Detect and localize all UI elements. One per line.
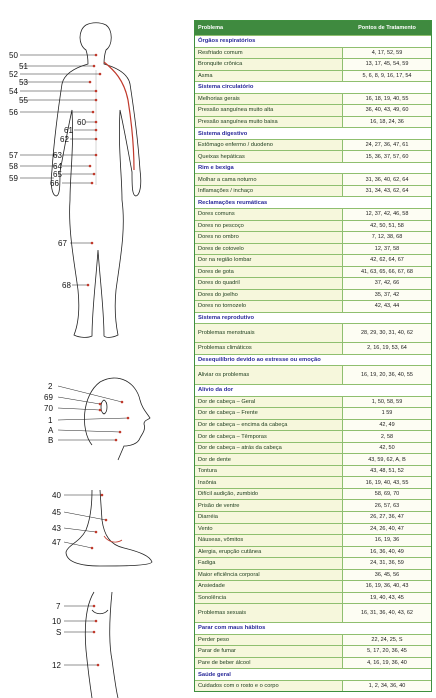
point-label: 10 (52, 617, 61, 626)
points-cell: 26, 57, 63 (343, 500, 431, 511)
points-cell: 12, 37, 42, 46, 58 (343, 209, 431, 220)
problem-cell: Pare de beber álcool (195, 658, 343, 669)
problem-cell: Problemas climáticos (195, 343, 343, 354)
treatment-table (194, 20, 432, 692)
points-cell: 16, 19, 36, 40, 43 (343, 581, 431, 592)
problem-cell: Dores do joelho (195, 290, 343, 301)
section-title: Alívio da dor (195, 384, 431, 396)
table-row (195, 289, 431, 301)
table-row (195, 116, 431, 128)
head-points (99, 401, 130, 442)
head-labels (44, 382, 54, 445)
points-cell: 31, 36, 40, 62, 64 (343, 174, 431, 185)
points-cell: 42, 50 (343, 443, 431, 454)
table-row (195, 592, 431, 604)
section-title: Desequilíbrio devido ao estresse ou emoção (195, 354, 431, 366)
back-points (87, 54, 102, 287)
point-label: 53 (19, 78, 28, 87)
table-body (195, 35, 431, 691)
problem-cell: Problemas sexuais (195, 604, 343, 622)
problem-cell: Dor de cabeça – encima da cabeça (195, 420, 343, 431)
points-cell: 1 59 (343, 408, 431, 419)
problem-cell: Cuidados com o rosto e o corpo (195, 681, 343, 692)
problem-cell: Dores do quadril (195, 278, 343, 289)
problem-cell: Dor de cabeça – atrás da cabeça (195, 443, 343, 454)
foot-points (91, 494, 108, 550)
point-label: 62 (60, 135, 69, 144)
table-row (195, 139, 431, 151)
points-cell: 19, 40, 43, 45 (343, 593, 431, 604)
problem-cell: Dor de dente (195, 454, 343, 465)
point-label: 55 (19, 96, 28, 105)
table-row (195, 569, 431, 581)
point-label: 2 (48, 382, 53, 391)
problem-cell: Pressão sanguínea muito alta (195, 105, 343, 116)
points-cell: 4, 16, 19, 36, 40 (343, 658, 431, 669)
points-cell: 35, 37, 42 (343, 290, 431, 301)
problem-cell: Vento (195, 524, 343, 535)
point-label: 66 (50, 179, 59, 188)
table-row (195, 266, 431, 278)
point-label: 58 (9, 162, 18, 171)
meridian-line (104, 62, 134, 170)
section-title: Reclamações reumáticas (195, 196, 431, 208)
table-row (195, 442, 431, 454)
points-cell: 24, 26, 40, 47 (343, 524, 431, 535)
problem-cell: Dores no ombro (195, 232, 343, 243)
problem-cell: Prisão de ventre (195, 500, 343, 511)
table-row (195, 58, 431, 70)
point-label: 54 (9, 87, 18, 96)
point-label: 68 (62, 281, 71, 290)
problem-cell: Dores de gota (195, 267, 343, 278)
table-row (195, 243, 431, 255)
section-title: Órgãos respiratórios (195, 35, 431, 47)
section-title: Sistema reprodutivo (195, 312, 431, 324)
points-cell: 16, 19, 36 (343, 535, 431, 546)
header-points: Pontos de Tratamento (358, 25, 416, 31)
section-title: Rim e bexiga (195, 162, 431, 174)
points-cell: 1, 50, 58, 59 (343, 397, 431, 408)
header-problem: Problema (198, 25, 224, 31)
points-cell: 16, 18, 19, 40, 55 (343, 94, 431, 105)
point-label: 52 (9, 70, 18, 79)
table-row (195, 523, 431, 535)
back-labels (9, 51, 86, 290)
points-cell: 42, 62, 64, 67 (343, 255, 431, 266)
points-cell: 2, 58 (343, 431, 431, 442)
table-row (195, 419, 431, 431)
point-label: 40 (52, 491, 61, 500)
points-cell: 42, 49 (343, 420, 431, 431)
points-cell: 43, 48, 51, 52 (343, 466, 431, 477)
problem-cell: Dores no tornozelo (195, 301, 343, 312)
point-label: 56 (9, 108, 18, 117)
problem-cell: Parar de fumar (195, 646, 343, 657)
problem-cell: Dores comuns (195, 209, 343, 220)
table-row (195, 231, 431, 243)
table-row (195, 300, 431, 312)
problem-cell: Maior eficiência corporal (195, 570, 343, 581)
points-cell: 16, 19, 40, 43, 55 (343, 477, 431, 488)
problem-cell: Pressão sanguínea muito baixa (195, 117, 343, 128)
section-title: Sistema circulatório (195, 81, 431, 93)
point-label: 51 (19, 62, 28, 71)
table-row (195, 396, 431, 408)
problem-cell: Aliviar os problemas (195, 366, 343, 384)
problem-cell: Estômago enfermo / duodeno (195, 140, 343, 151)
points-cell: 13, 17, 45, 54, 59 (343, 59, 431, 70)
table-row (195, 277, 431, 289)
problem-cell: Perder peso (195, 635, 343, 646)
points-cell: 42, 43, 44 (343, 301, 431, 312)
problem-cell: Dor na região lombar (195, 255, 343, 266)
point-label: B (48, 436, 54, 445)
table-row (195, 645, 431, 657)
section-title: Sistema digestivo (195, 127, 431, 139)
table-row (195, 634, 431, 646)
points-cell: 22, 24, 25, S (343, 635, 431, 646)
problem-cell: Dores no pescoço (195, 221, 343, 232)
problem-cell: Molhar a cama noturno (195, 174, 343, 185)
foot-point-lines (64, 495, 106, 548)
problem-cell: Fadiga (195, 558, 343, 569)
point-label: 70 (44, 404, 53, 413)
table-row (195, 104, 431, 116)
problem-cell: Alergia, erupção cutânea (195, 547, 343, 558)
table-row (195, 173, 431, 185)
table-row (195, 453, 431, 465)
point-label: 57 (9, 151, 18, 160)
points-cell: 28, 29, 30, 31, 40, 62 (343, 324, 431, 342)
table-row (195, 47, 431, 59)
points-cell: 37, 42, 66 (343, 278, 431, 289)
table-header (195, 21, 431, 35)
table-row (195, 430, 431, 442)
point-label: S (56, 628, 62, 637)
points-cell: 16, 19, 20, 36, 40, 55 (343, 366, 431, 384)
table-row (195, 254, 431, 266)
table-row (195, 546, 431, 558)
problem-cell: Sonolência (195, 593, 343, 604)
table-row (195, 580, 431, 592)
points-cell: 4, 17, 52, 59 (343, 48, 431, 59)
points-cell: 15, 36, 37, 57, 60 (343, 151, 431, 162)
points-cell: 36, 45, 56 (343, 570, 431, 581)
point-label: 65 (53, 170, 62, 179)
point-label: 7 (56, 602, 61, 611)
point-label: A (48, 426, 54, 435)
points-cell: 36, 40, 43, 49, 60 (343, 105, 431, 116)
section-title: Parar com maus hábitos (195, 622, 431, 634)
problem-cell: Ansiedade (195, 581, 343, 592)
table-row (195, 680, 431, 692)
point-label: 63 (53, 151, 62, 160)
arm-point-lines (64, 606, 98, 665)
points-cell: 12, 37, 58 (343, 244, 431, 255)
problem-cell: Insônia (195, 477, 343, 488)
table-row (195, 220, 431, 232)
problem-cell: Dor de cabeça – Geral (195, 397, 343, 408)
problem-cell: Náuseas, vômitos (195, 535, 343, 546)
head-point-lines (58, 386, 128, 440)
points-cell: 5, 6, 8, 9, 16, 17, 54 (343, 71, 431, 82)
foot-labels (52, 491, 61, 547)
point-label: 67 (58, 239, 67, 248)
problem-cell: Resfriado comum (195, 48, 343, 59)
points-cell: 43, 59, 62, A, B (343, 454, 431, 465)
problem-cell: Dores de cotovelo (195, 244, 343, 255)
table-row (195, 499, 431, 511)
table-row (195, 93, 431, 105)
points-cell: 31, 34, 43, 62, 64 (343, 186, 431, 197)
points-cell: 2, 16, 19, 53, 64 (343, 343, 431, 354)
problem-cell: Problemas menstruais (195, 324, 343, 342)
problem-cell: Queixas hepáticas (195, 151, 343, 162)
problem-cell: Difícil audição, zumbido (195, 489, 343, 500)
point-label: 59 (9, 174, 18, 183)
table-row (195, 476, 431, 488)
points-cell: 5, 17, 20, 36, 45 (343, 646, 431, 657)
problem-cell: Diarréia (195, 512, 343, 523)
points-cell: 58, 69, 70 (343, 489, 431, 500)
point-label: 43 (52, 524, 61, 533)
points-cell: 26, 27, 36, 47 (343, 512, 431, 523)
table-row (195, 70, 431, 82)
points-cell: 42, 50, 51, 58 (343, 221, 431, 232)
acupressure-illustration (0, 0, 190, 698)
table-row (195, 323, 431, 342)
table-row (195, 407, 431, 419)
point-label: 45 (52, 508, 61, 517)
problem-cell: Asma (195, 71, 343, 82)
table-row (195, 534, 431, 546)
points-cell: 1, 2, 34, 36, 40 (343, 681, 431, 692)
point-label: 60 (77, 118, 86, 127)
table-row (195, 150, 431, 162)
problem-cell: Tontura (195, 466, 343, 477)
point-label: 64 (53, 162, 62, 171)
point-label: 61 (64, 126, 73, 135)
table-row (195, 557, 431, 569)
point-label: 47 (52, 538, 61, 547)
problem-cell: Inflamações / inchaço (195, 186, 343, 197)
body-back-figure (51, 23, 141, 338)
point-label: 12 (52, 661, 61, 670)
foot-figure (66, 490, 152, 566)
table-row (195, 511, 431, 523)
arm-labels (52, 602, 61, 670)
table-row (195, 465, 431, 477)
table-row (195, 657, 431, 669)
section-title: Saúde geral (195, 668, 431, 680)
table-row (195, 208, 431, 220)
table-row (195, 342, 431, 354)
points-cell: 24, 27, 36, 47, 61 (343, 140, 431, 151)
points-cell: 16, 36, 40, 49 (343, 547, 431, 558)
point-label: 1 (48, 416, 53, 425)
points-cell: 41, 63, 65, 66, 67, 68 (343, 267, 431, 278)
table-row (195, 603, 431, 622)
table-row (195, 185, 431, 197)
problem-cell: Dor de cabeça – Frente (195, 408, 343, 419)
arm-figure (85, 592, 118, 698)
table-row (195, 365, 431, 384)
points-cell: 16, 31, 36, 40, 43, 62 (343, 604, 431, 622)
problem-cell: Bronquite crônica (195, 59, 343, 70)
points-cell: 24, 31, 36, 59 (343, 558, 431, 569)
table-row (195, 488, 431, 500)
point-label: 50 (9, 51, 18, 60)
problem-cell: Dor de cabeça – Têmporas (195, 431, 343, 442)
problem-cell: Melhorias gerais (195, 94, 343, 105)
points-cell: 7, 12, 38, 68 (343, 232, 431, 243)
point-label: 69 (44, 393, 53, 402)
points-cell: 16, 18, 24, 36 (343, 117, 431, 128)
